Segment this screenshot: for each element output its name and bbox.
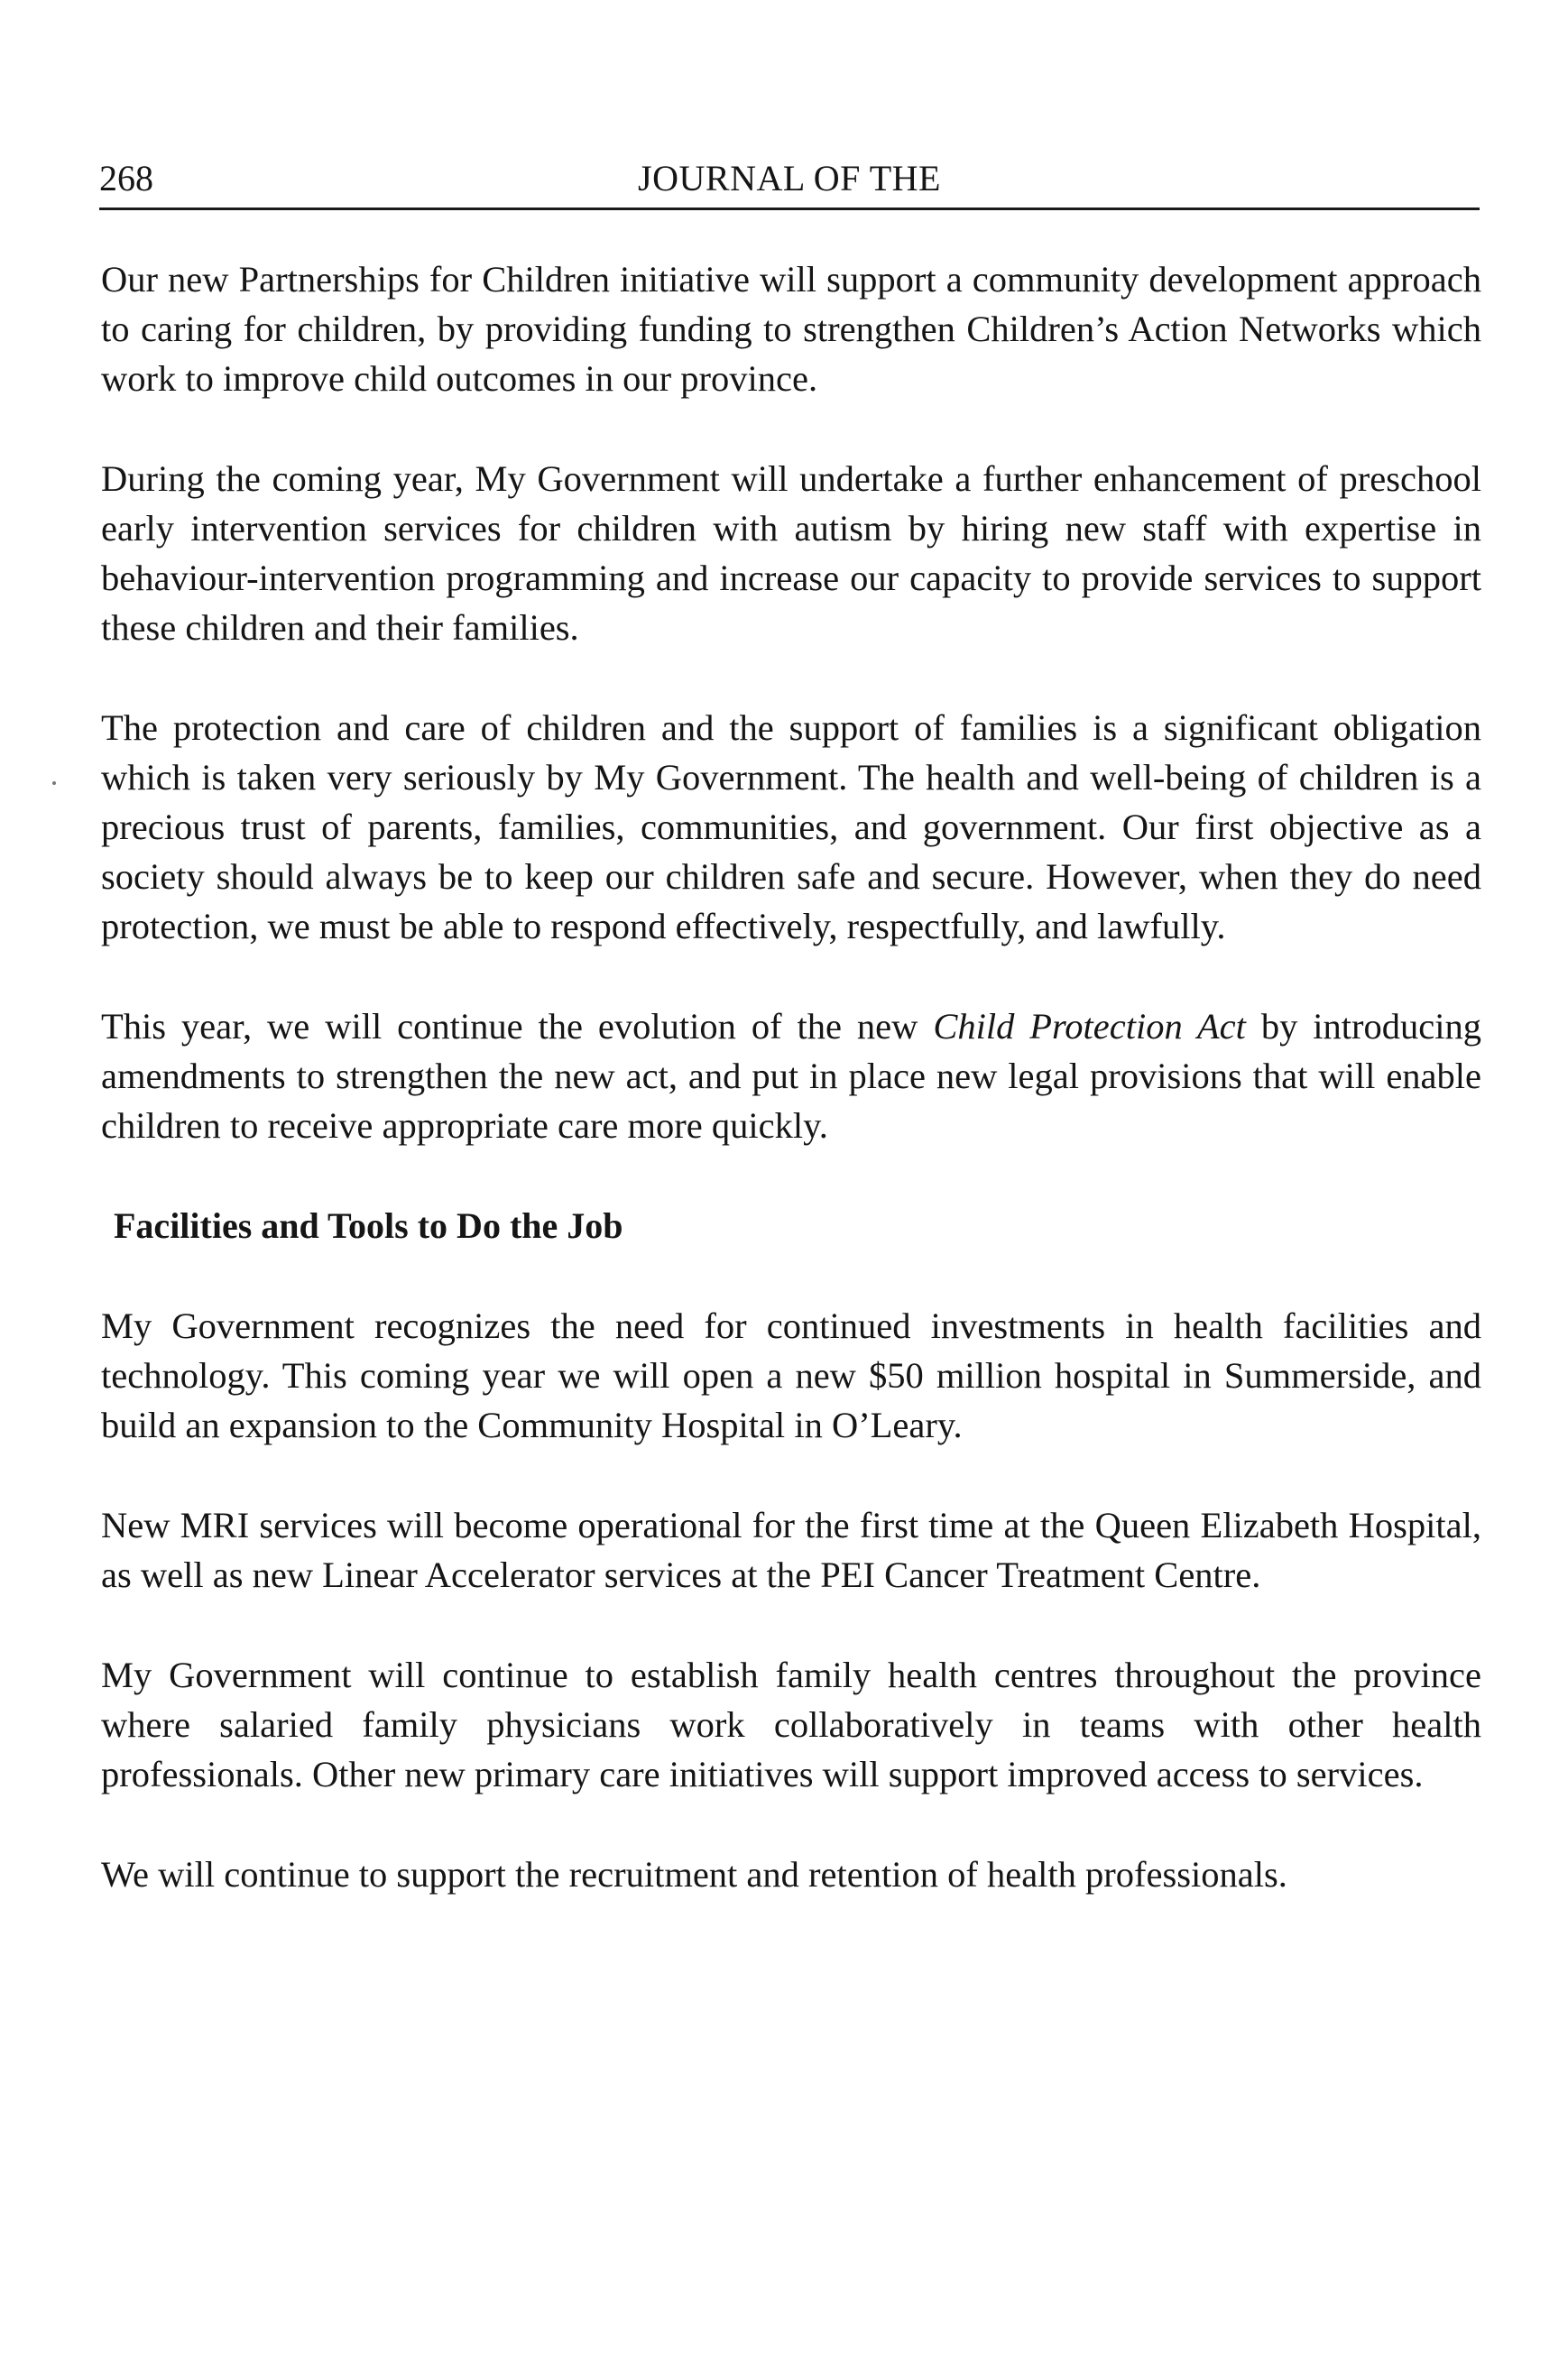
paragraph-partnerships-for-children: Our new Partnerships for Children initiative will support a community development approach to caring for children, by providing funding to strengthen Children’s Action Networks which work to improve child outcomes in our province. (101, 259, 1481, 399)
scan-speck (52, 781, 56, 785)
page-number: 268 (99, 158, 153, 198)
act-text-before: This year, we will continue the evolution of the new (101, 1006, 934, 1047)
paragraph-family-health-centres: My Government will continue to establish family health centres throughout the province where salaried family physicians work collaboratively in teams with other health professionals. Other new primary care initiatives will support improved access to services. (101, 1655, 1481, 1794)
running-header (99, 153, 1480, 210)
act-title: Child Protection Act (933, 1006, 1246, 1047)
paragraph-mri-services: New MRI services will become operational for the first time at the Queen Elizabeth Hospital, as well as new Linear Accelerator services at the PEI Cancer Treatment Centre. (101, 1505, 1481, 1595)
paragraph-autism-services: During the coming year, My Government will undertake a further enhancement of preschool early intervention services for children with autism by hiring new staff with expertise in behaviour-intervention programming and increase our capacity to provide services to support these children and their families. (101, 458, 1481, 648)
act-text-after: by introducing amendments to strengthen the new act, and put in place new legal provisions that will enable children to receive appropriate care more quickly. (101, 1006, 1481, 1146)
section-heading: Facilities and Tools to Do the Job (114, 1205, 623, 1246)
paragraph-child-protection-act (101, 1001, 1481, 1150)
journal-title: JOURNAL OF THE (638, 158, 941, 198)
paragraph-health-facilities: My Government recognizes the need for continued investments in health facilities and technology. This coming year we will open a new $50 million hospital in Summerside, and build an expansion to the Community Hospital in O’Leary. (101, 1305, 1481, 1445)
paragraph-child-protection: The protection and care of children and the support of families is a significant obligation which is taken very seriously by My Government. The health and well-being of children is a precious trust of parents, families, communities, and government. Our first objective as a society should always be to keep our children safe and secure. However, when they do need protection, we must be able to respond effectively, respectfully, and lawfully. (101, 707, 1481, 946)
page-body (101, 254, 1481, 1950)
paragraph-health-professionals: We will continue to support the recruitment and retention of health professionals. (101, 1854, 1287, 1895)
